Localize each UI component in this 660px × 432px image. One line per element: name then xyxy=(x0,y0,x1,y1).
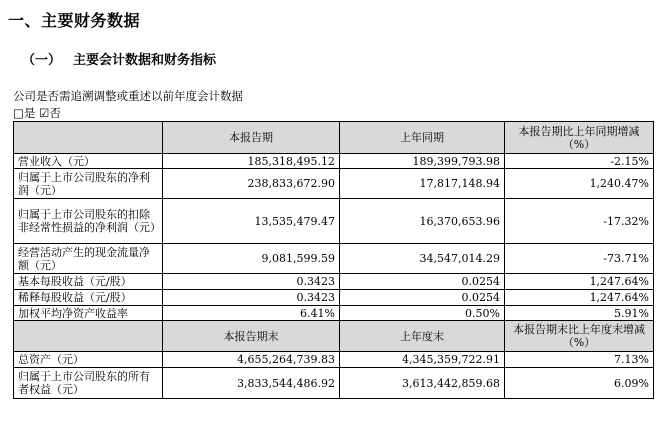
prior-value: 0.0254 xyxy=(340,290,505,306)
financial-data-table xyxy=(13,121,654,399)
row-label: 营业收入（元） xyxy=(14,154,163,169)
change-value: 1,247.64% xyxy=(505,290,654,306)
header-change: 本报告期末比上年度末增减（%） xyxy=(505,321,654,352)
row-label: 归属于上市公司股东的所有者权益（元） xyxy=(14,368,163,399)
change-value: 7.13% xyxy=(505,352,654,368)
prior-value: 0.0254 xyxy=(340,274,505,290)
prior-value: 0.50% xyxy=(340,306,505,321)
prior-value: 17,817,148.94 xyxy=(340,169,505,199)
change-value: -17.32% xyxy=(505,199,654,244)
subsection-title: 主要会计数据和财务指标 xyxy=(73,53,217,68)
change-value: -2.15% xyxy=(505,154,654,169)
table-row xyxy=(14,199,654,244)
change-value: -73.71% xyxy=(505,244,654,274)
table-row xyxy=(14,169,654,199)
current-value: 0.3423 xyxy=(163,274,340,290)
table-row xyxy=(14,352,654,368)
header-prior-period: 上年同期 xyxy=(340,122,505,154)
row-label: 总资产（元） xyxy=(14,352,163,368)
current-value: 185,318,495.12 xyxy=(163,154,340,169)
section-heading: 一、主要财务数据 xyxy=(8,11,141,30)
change-value: 6.09% xyxy=(505,368,654,399)
change-value: 1,247.64% xyxy=(505,274,654,290)
restatement-options xyxy=(13,105,61,121)
table-row xyxy=(14,274,654,290)
row-label: 加权平均净资产收益率 xyxy=(14,306,163,321)
row-label: 经营活动产生的现金流量净额（元） xyxy=(14,244,163,274)
header-current-period: 本报告期 xyxy=(163,122,340,154)
restatement-question: 公司是否需追溯调整或重述以前年度会计数据 xyxy=(13,89,243,103)
header-change: 本报告期比上年同期增减（%） xyxy=(505,122,654,154)
table-header-row xyxy=(14,122,654,154)
table-row xyxy=(14,154,654,169)
prior-value: 3,613,442,859.68 xyxy=(340,368,505,399)
prior-value: 189,399,793.98 xyxy=(340,154,505,169)
current-value: 13,535,479.47 xyxy=(163,199,340,244)
prior-value: 34,547,014.29 xyxy=(340,244,505,274)
table-row xyxy=(14,244,654,274)
current-value: 4,655,264,739.83 xyxy=(163,352,340,368)
table-row xyxy=(14,306,654,321)
option-yes: □是 xyxy=(13,106,36,120)
prior-value: 4,345,359,722.91 xyxy=(340,352,505,368)
current-value: 6.41% xyxy=(163,306,340,321)
current-value: 0.3423 xyxy=(163,290,340,306)
table-row xyxy=(14,290,654,306)
header-prior-year-end: 上年度末 xyxy=(340,321,505,352)
row-label: 归属于上市公司股东的净利润（元） xyxy=(14,169,163,199)
header-empty-cell xyxy=(14,122,163,154)
change-value: 1,240.47% xyxy=(505,169,654,199)
current-value: 9,081,599.59 xyxy=(163,244,340,274)
header-period-end: 本报告期末 xyxy=(163,321,340,352)
current-value: 3,833,544,486.92 xyxy=(163,368,340,399)
change-value: 5.91% xyxy=(505,306,654,321)
table-header-row xyxy=(14,321,654,352)
subsection-number: （一） xyxy=(22,53,62,68)
row-label: 归属于上市公司股东的扣除非经常性损益的净利润（元） xyxy=(14,199,163,244)
row-label: 稀释每股收益（元/股） xyxy=(14,290,163,306)
current-value: 238,833,672.90 xyxy=(163,169,340,199)
subsection-heading xyxy=(22,49,216,68)
prior-value: 16,370,653.96 xyxy=(340,199,505,244)
option-no: ☑否 xyxy=(39,106,61,120)
row-label: 基本每股收益（元/股） xyxy=(14,274,163,290)
header-empty-cell xyxy=(14,321,163,352)
table-row xyxy=(14,368,654,399)
